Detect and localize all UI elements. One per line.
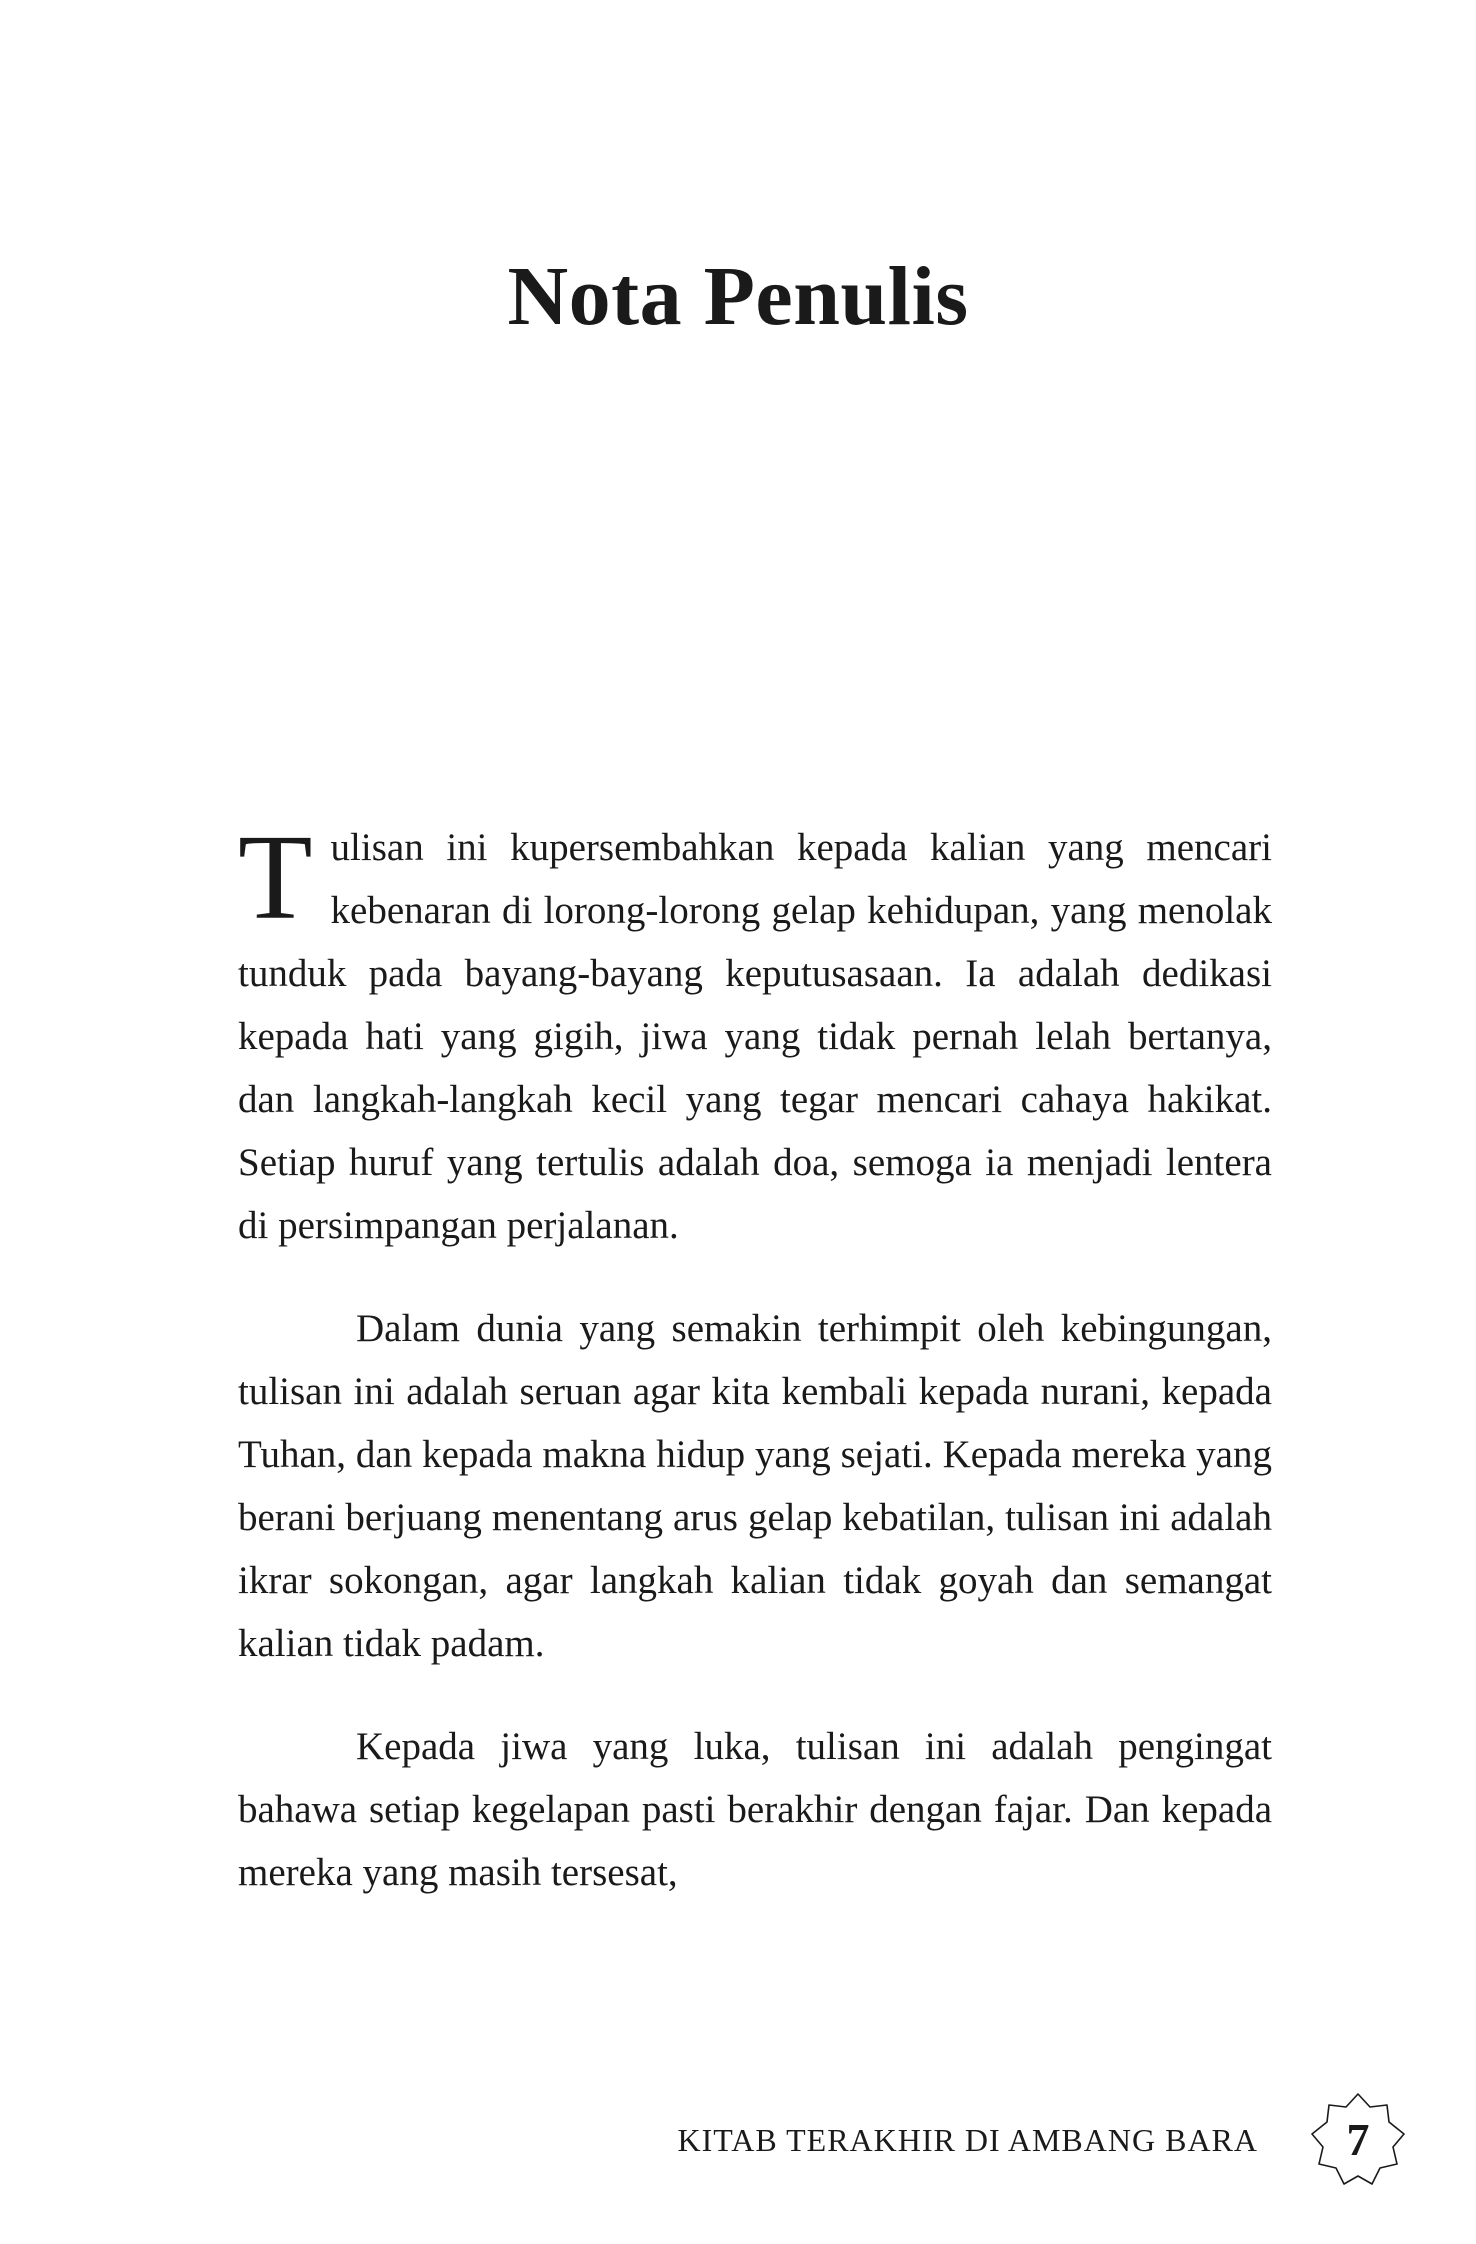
paragraph-1 — [238, 810, 1272, 1257]
paragraph-1-text: ulisan ini kupersembahkan kepada kalian yang mencari kebenaran di lorong-lorong gelap kehidupan, yang menolak tunduk pada bayang-bayang keputusasaan. Ia adalah dedikasi kepada hati yang gigih, jiwa yang tidak pernah lelah bertanya, dan langkah-langkah kecil yang tegar mencari cahaya hakikat. Setiap huruf yang tertulis adalah doa, semoga ia menjadi lentera di persimpangan perjalanan. — [238, 826, 1272, 1247]
page-number: 7 — [1346, 2114, 1370, 2165]
paragraph-2: Dalam dunia yang semakin terhimpit oleh kebingungan, tulisan ini adalah seruan agar kita kembali kepada nurani, kepada Tuhan, dan kepada makna hidup yang sejati. Kepada mereka yang berani berjuang menentang arus gelap kebatilan, tulisan ini adalah ikrar sokongan, agar langkah kalian tidak goyah dan semangat kalian tidak padam. — [238, 1307, 1272, 1665]
body-text — [238, 810, 1272, 1944]
page-title: Nota Penulis — [507, 250, 969, 343]
footer-book-title: KITAB TERAKHIR DI AMBANG BARA — [677, 2122, 1258, 2158]
page-number-badge — [1308, 2090, 1408, 2190]
paragraph-3: Kepada jiwa yang luka, tulisan ini adalah pengingat bahawa setiap kegelapan pasti berakhir dengan fajar. Dan kepada mereka yang masih tersesat, — [238, 1725, 1272, 1894]
drop-cap: T — [238, 810, 313, 945]
